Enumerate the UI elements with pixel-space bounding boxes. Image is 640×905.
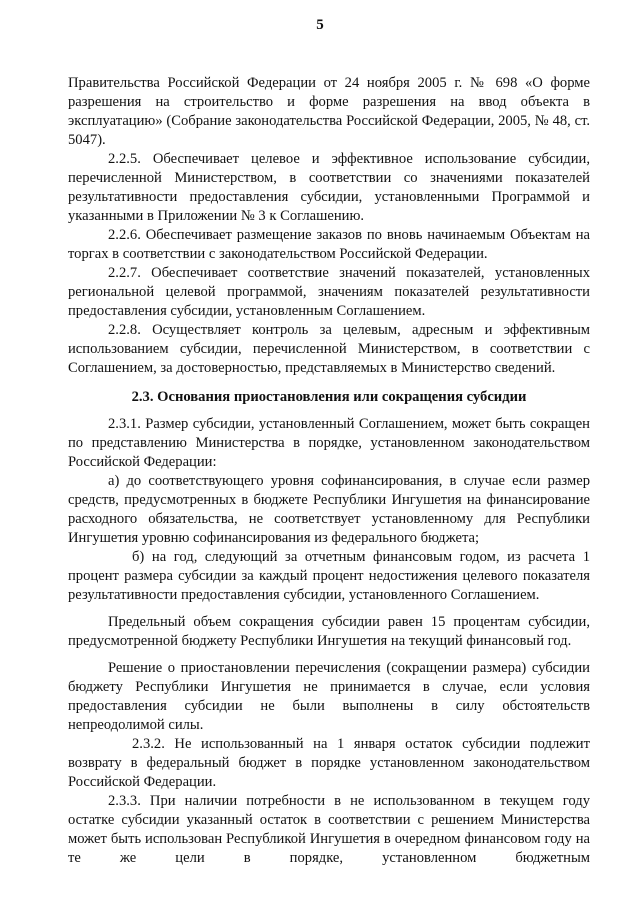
paragraph-2-3-1: 2.3.1. Размер субсидии, установленный Соглашением, может быть сокращен по представлению Министерства в порядке, установленном законодательством Российской Федерации: xyxy=(68,416,590,470)
document-body xyxy=(68,74,590,868)
paragraph-force-majeure: Решение о приостановлении перечисления (сокращении размера) субсидии бюджету Республики Ингушетия не принимается в случае, если условия предоставления субсидии не были выполнены в силу обстоятельств непреодолимой силы. xyxy=(68,660,590,733)
paragraph-2-2-7: 2.2.7. Обеспечивает соответствие значений показателей, установленных региональной целевой программой, значениям показателей результативности предоставления субсидии, установленным Соглашением. xyxy=(68,265,590,319)
paragraph-continuation: Правительства Российской Федерации от 24 ноября 2005 г. № 698 «О форме разрешения на строительство и форме разрешения на ввод объекта в эксплуатацию» (Собрание законодательства Российской Федерации, 2005, № 48, ст. 5047). xyxy=(68,75,590,148)
paragraph-2-3-2: 2.3.2. Не использованный на 1 января остаток субсидии подлежит возврату в федеральный бюджет в порядке установленном законодательством Российской Федерации. xyxy=(68,736,590,790)
page-number: 5 xyxy=(316,17,324,33)
paragraph-reduction-limit: Предельный объем сокращения субсидии равен 15 процентам субсидии, предусмотренной бюджету Республики Ингушетия на текущий финансовый год. xyxy=(68,614,590,649)
paragraph-item-a: а) до соответствующего уровня софинансирования, в случае если размер средств, предусмотренных в бюджете Республики Ингушетия на финансирование расходного обязательства, не соответствует установленному для Республики Ингушетия уровню софинансирования из федерального бюджета; xyxy=(68,473,590,546)
paragraph-item-b: б) на год, следующий за отчетным финансовым годом, из расчета 1 процент размера субсидии за каждый процент недостижения целевого показателя результативности предоставления субсидии, установленного Соглашением. xyxy=(68,549,590,603)
paragraph-2-3-3: 2.3.3. При наличии потребности в не использованном в текущем году остатке субсидии указанный остаток в соответствии с решением Министерства может быть использован Республикой Ингушетия в очередном финансовом году на те же цели в порядке, установленном бюджетным xyxy=(68,793,590,866)
section-heading: 2.3. Основания приостановления или сокращения субсидии xyxy=(131,389,527,405)
paragraph-2-2-8: 2.2.8. Осуществляет контроль за целевым, адресным и эффективным использованием субсидии, перечисленной Министерством, в соответствии с Соглашением, за достоверностью, представляемых в Министерство сведений. xyxy=(68,322,590,376)
paragraph-2-2-5: 2.2.5. Обеспечивает целевое и эффективное использование субсидии, перечисленной Министерством, в соответствии со значениями показателей результативности предоставления субсидии, установленными Программой и указанными в Приложении № 3 к Соглашению. xyxy=(68,151,590,224)
paragraph-2-2-6: 2.2.6. Обеспечивает размещение заказов по вновь начинаемым Объектам на торгах в соответствии с законодательством Российской Федерации. xyxy=(68,227,590,262)
